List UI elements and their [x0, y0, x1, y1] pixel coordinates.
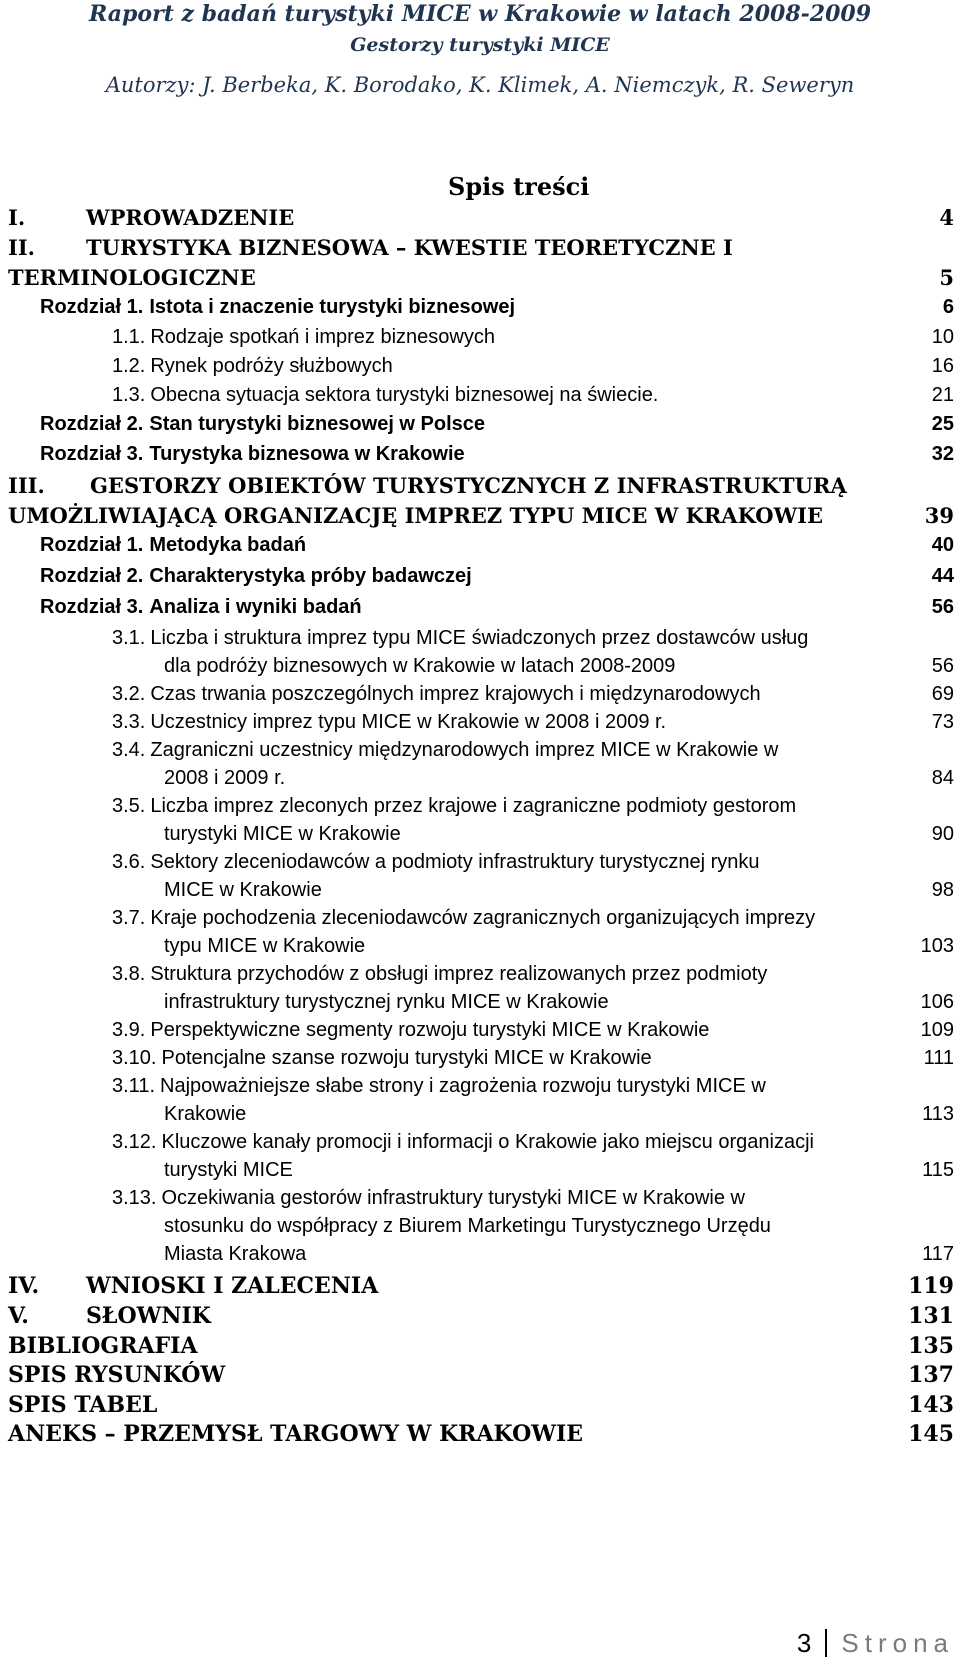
- toc-entry-section[interactable]: 3.7. Kraje pochodzenia zleceniodawców zagranicznych organizujących imprezy: [112, 907, 816, 929]
- toc-entry-tables[interactable]: SPIS TABEL 143: [8, 1392, 954, 1418]
- toc-entry-part-2[interactable]: II. TURYSTYKA BIZNESOWA – KWESTIE TEORETYCZNE I: [8, 235, 733, 260]
- toc-entry-section-cont[interactable]: Krakowie 113: [164, 1103, 954, 1125]
- toc-entry-part-3-cont[interactable]: UMOŻLIWIAJĄCĄ ORGANIZACJĘ IMPREZ TYPU MICE W KRAKOWIE 39: [8, 503, 954, 528]
- toc-entry-part-4[interactable]: IV. WNIOSKI I ZALECENIA 119: [8, 1273, 954, 1299]
- toc-entry-chapter[interactable]: Rozdział 1. Istota i znaczenie turystyki biznesowej 6: [40, 296, 954, 318]
- report-authors: Autorzy: J. Berbeka, K. Borodako, K. Klimek, A. Niemczyk, R. Seweryn: [105, 73, 855, 97]
- toc-entry-chapter[interactable]: Rozdział 2. Stan turystyki biznesowej w Polsce 25: [40, 413, 954, 435]
- toc-entry-part-1[interactable]: I. WPROWADZENIE 4: [8, 205, 954, 230]
- toc-entry-section[interactable]: 3.3. Uczestnicy imprez typu MICE w Krakowie w 2008 i 2009 r. 73: [112, 711, 954, 733]
- toc-entry-section-cont[interactable]: typu MICE w Krakowie 103: [164, 935, 954, 957]
- toc-entry-section[interactable]: 3.4. Zagraniczni uczestnicy międzynarodowych imprez MICE w Krakowie w: [112, 739, 779, 761]
- footer-label: Strona: [841, 1628, 954, 1658]
- toc-entry-annex[interactable]: ANEKS – PRZEMYSŁ TARGOWY W KRAKOWIE 145: [8, 1421, 954, 1447]
- report-subtitle: Gestorzy turystyki MICE: [350, 34, 610, 56]
- toc-entry-section[interactable]: 3.1. Liczba i struktura imprez typu MICE świadczonych przez dostawców usług: [112, 627, 809, 649]
- toc-entry-section-cont[interactable]: infrastruktury turystycznej rynku MICE w Krakowie 106: [164, 991, 954, 1013]
- toc-entry-part-2-cont[interactable]: TERMINOLOGICZNE 5: [8, 265, 954, 290]
- toc-entry-section[interactable]: 3.8. Struktura przychodów z obsługi imprez realizowanych przez podmioty: [112, 963, 768, 985]
- toc-entry-section[interactable]: 1.3. Obecna sytuacja sektora turystyki biznesowej na świecie. 21: [112, 384, 954, 406]
- toc-entry-part-5[interactable]: V. SŁOWNIK 131: [8, 1303, 954, 1329]
- toc-entry-section-cont[interactable]: turystyki MICE w Krakowie 90: [164, 823, 954, 845]
- toc-entry-section-cont[interactable]: 2008 i 2009 r. 84: [164, 767, 954, 789]
- toc-entry-section-cont[interactable]: Miasta Krakowa 117: [164, 1243, 954, 1265]
- toc-entry-bibliography[interactable]: BIBLIOGRAFIA 135: [8, 1333, 954, 1359]
- toc-entry-chapter[interactable]: Rozdział 3. Analiza i wyniki badań 56: [40, 596, 954, 618]
- toc-entry-section-cont[interactable]: dla podróży biznesowych w Krakowie w latach 2008-2009 56: [164, 655, 954, 677]
- page-number: 3: [796, 1628, 812, 1658]
- toc-entry-chapter[interactable]: Rozdział 2. Charakterystyka próby badawczej 44: [40, 565, 954, 587]
- toc-entry-part-3[interactable]: III. GESTORZY OBIEKTÓW TURYSTYCZNYCH Z INFRASTRUKTURĄ: [8, 473, 847, 498]
- toc-heading: Spis treści: [448, 172, 590, 201]
- toc-entry-figures[interactable]: SPIS RYSUNKÓW 137: [8, 1362, 954, 1388]
- footer-divider: [825, 1629, 827, 1657]
- toc-entry-section-cont[interactable]: turystyki MICE 115: [164, 1159, 954, 1181]
- page-footer: [797, 1628, 954, 1659]
- toc-entry-section[interactable]: 1.2. Rynek podróży służbowych 16: [112, 355, 954, 377]
- toc-entry-section-cont[interactable]: stosunku do współpracy z Biurem Marketingu Turystycznego Urzędu: [164, 1215, 771, 1237]
- toc-entry-section[interactable]: 3.13. Oczekiwania gestorów infrastruktury turystyki MICE w Krakowie w: [112, 1187, 745, 1209]
- toc-entry-section[interactable]: 3.12. Kluczowe kanały promocji i informacji o Krakowie jako miejscu organizacji: [112, 1131, 814, 1153]
- toc-entry-section[interactable]: 1.1. Rodzaje spotkań i imprez biznesowych 10: [112, 326, 954, 348]
- toc-entry-section[interactable]: 3.6. Sektory zleceniodawców a podmioty infrastruktury turystycznej rynku: [112, 851, 760, 873]
- report-title: Raport z badań turystyki MICE w Krakowie w latach 2008-2009: [89, 1, 871, 27]
- toc-entry-chapter[interactable]: Rozdział 1. Metodyka badań 40: [40, 534, 954, 556]
- toc-entry-section[interactable]: 3.9. Perspektywiczne segmenty rozwoju turystyki MICE w Krakowie 109: [112, 1019, 954, 1041]
- toc-entry-section[interactable]: 3.5. Liczba imprez zleconych przez krajowe i zagraniczne podmioty gestorom: [112, 795, 797, 817]
- toc-entry-section-cont[interactable]: MICE w Krakowie 98: [164, 879, 954, 901]
- toc-entry-section[interactable]: 3.11. Najpoważniejsze słabe strony i zagrożenia rozwoju turystyki MICE w: [112, 1075, 766, 1097]
- toc-entry-chapter[interactable]: Rozdział 3. Turystyka biznesowa w Krakowie 32: [40, 443, 954, 465]
- toc-entry-section[interactable]: 3.2. Czas trwania poszczególnych imprez krajowych i międzynarodowych 69: [112, 683, 954, 705]
- toc-entry-section[interactable]: 3.10. Potencjalne szanse rozwoju turystyki MICE w Krakowie 111: [112, 1047, 954, 1069]
